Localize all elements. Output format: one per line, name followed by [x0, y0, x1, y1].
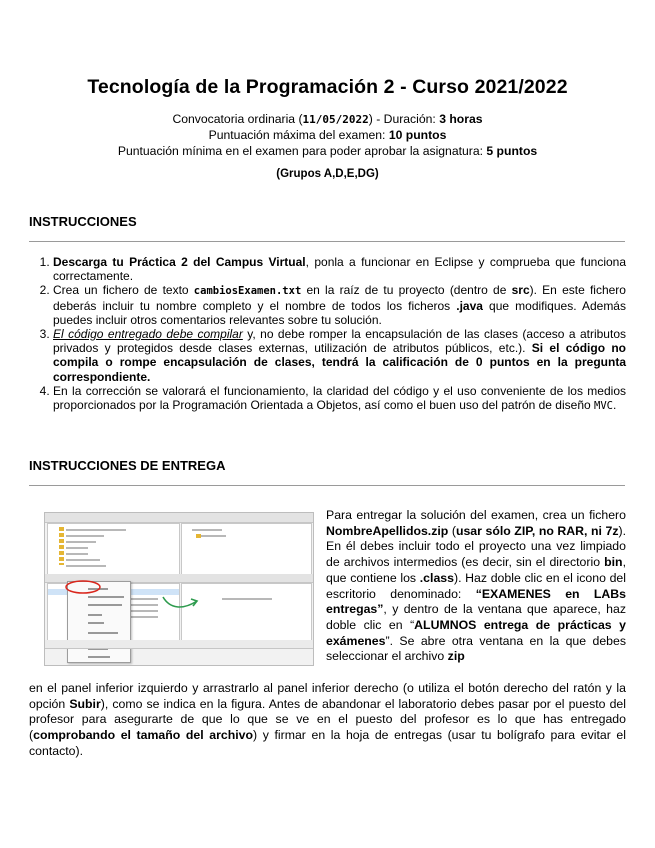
delivery-paragraph-part2: en el panel inferior izquierdo y arrastrarlo al panel inferior derecho (o utiliza el botón derecho del ratón y la opción Subir), como se indica en la figura. Antes de abandonar el laboratorio debes pasar por el puesto del profesor para asegurarte de que lo que se ve en el puesto del profesor es lo que has entregado (comprobando el tamaño del archivo) y firmar en la hoja de entregas (usar tu bolígrafo para evitar el contacto).: [29, 681, 626, 758]
delivery-heading: INSTRUCCIONES DE ENTREGA: [29, 458, 226, 473]
exam-session-line: Convocatoria ordinaria (11/05/2022) - Duración: 3 horas: [172, 112, 483, 126]
instructions-list: [29, 255, 626, 413]
max-score-line: Puntuación máxima del examen: 10 puntos: [208, 128, 447, 142]
file-transfer-screenshot: [44, 512, 314, 666]
page-title: Tecnología de la Programación 2 - Curso 2021/2022: [87, 76, 568, 98]
groups-line: (Grupos A,D,E,DG): [276, 168, 379, 180]
min-score-line: Puntuación mínima en el examen para poder aprobar la asignatura: 5 puntos: [117, 144, 538, 158]
section-divider: [29, 485, 625, 486]
transfer-queue-bar: [45, 640, 313, 649]
section-divider: [29, 241, 625, 242]
instructions-heading: INSTRUCCIONES: [29, 214, 137, 229]
list-item: 3. El código entregado debe compilar y, no debe romper la encapsulación de las clases (acceso a atributos privados y protegidos desde clases externas, utilización de atributos públicos, etc.). Si el código no compila o rompe encapsulación de clases, tendrá la calificación de 0 puntos en la pregunta correspondiente.: [53, 327, 626, 384]
delivery-paragraph-part1: Para entregar la solución del examen, crea un fichero NombreApellidos.zip (usar sólo ZIP, no RAR, ni 7z). En él debes incluir todo el proyecto una vez limpiado de archivos intermedios (es decir, sin el directorio bin, que contiene los .class). Haz doble clic en el icono del escritorio denominado: “EXAMENES en LABs entregas”, y dentro de la ventana que aparece, haz doble clic en “ALUMNOS entrega de prácticas y exámenes”. Se abre otra ventana en la que debes seleccionar el archivo zip: [326, 508, 626, 664]
list-item: 2. Crea un fichero de texto cambiosExamen.txt en la raíz de tu proyecto (dentro de src). En este fichero deberás incluir tu nombre completo y el nombre de todos los ficheros .java que modifiques. Además puedes incluir otros comentarios relevantes sobre tu solución.: [53, 283, 626, 327]
list-item: 1. Descarga tu Práctica 2 del Campus Virtual, ponla a funcionar en Eclipse y comprueba que funciona correctamente.: [53, 255, 626, 283]
list-item: 4. En la corrección se valorará el funcionamiento, la claridad del código y el uso conveniente de los medios proporcionados por la Programación Orientada a Objetos, así como el buen uso del patrón de diseño MVC.: [53, 384, 626, 413]
highlight-circle: [66, 581, 100, 593]
